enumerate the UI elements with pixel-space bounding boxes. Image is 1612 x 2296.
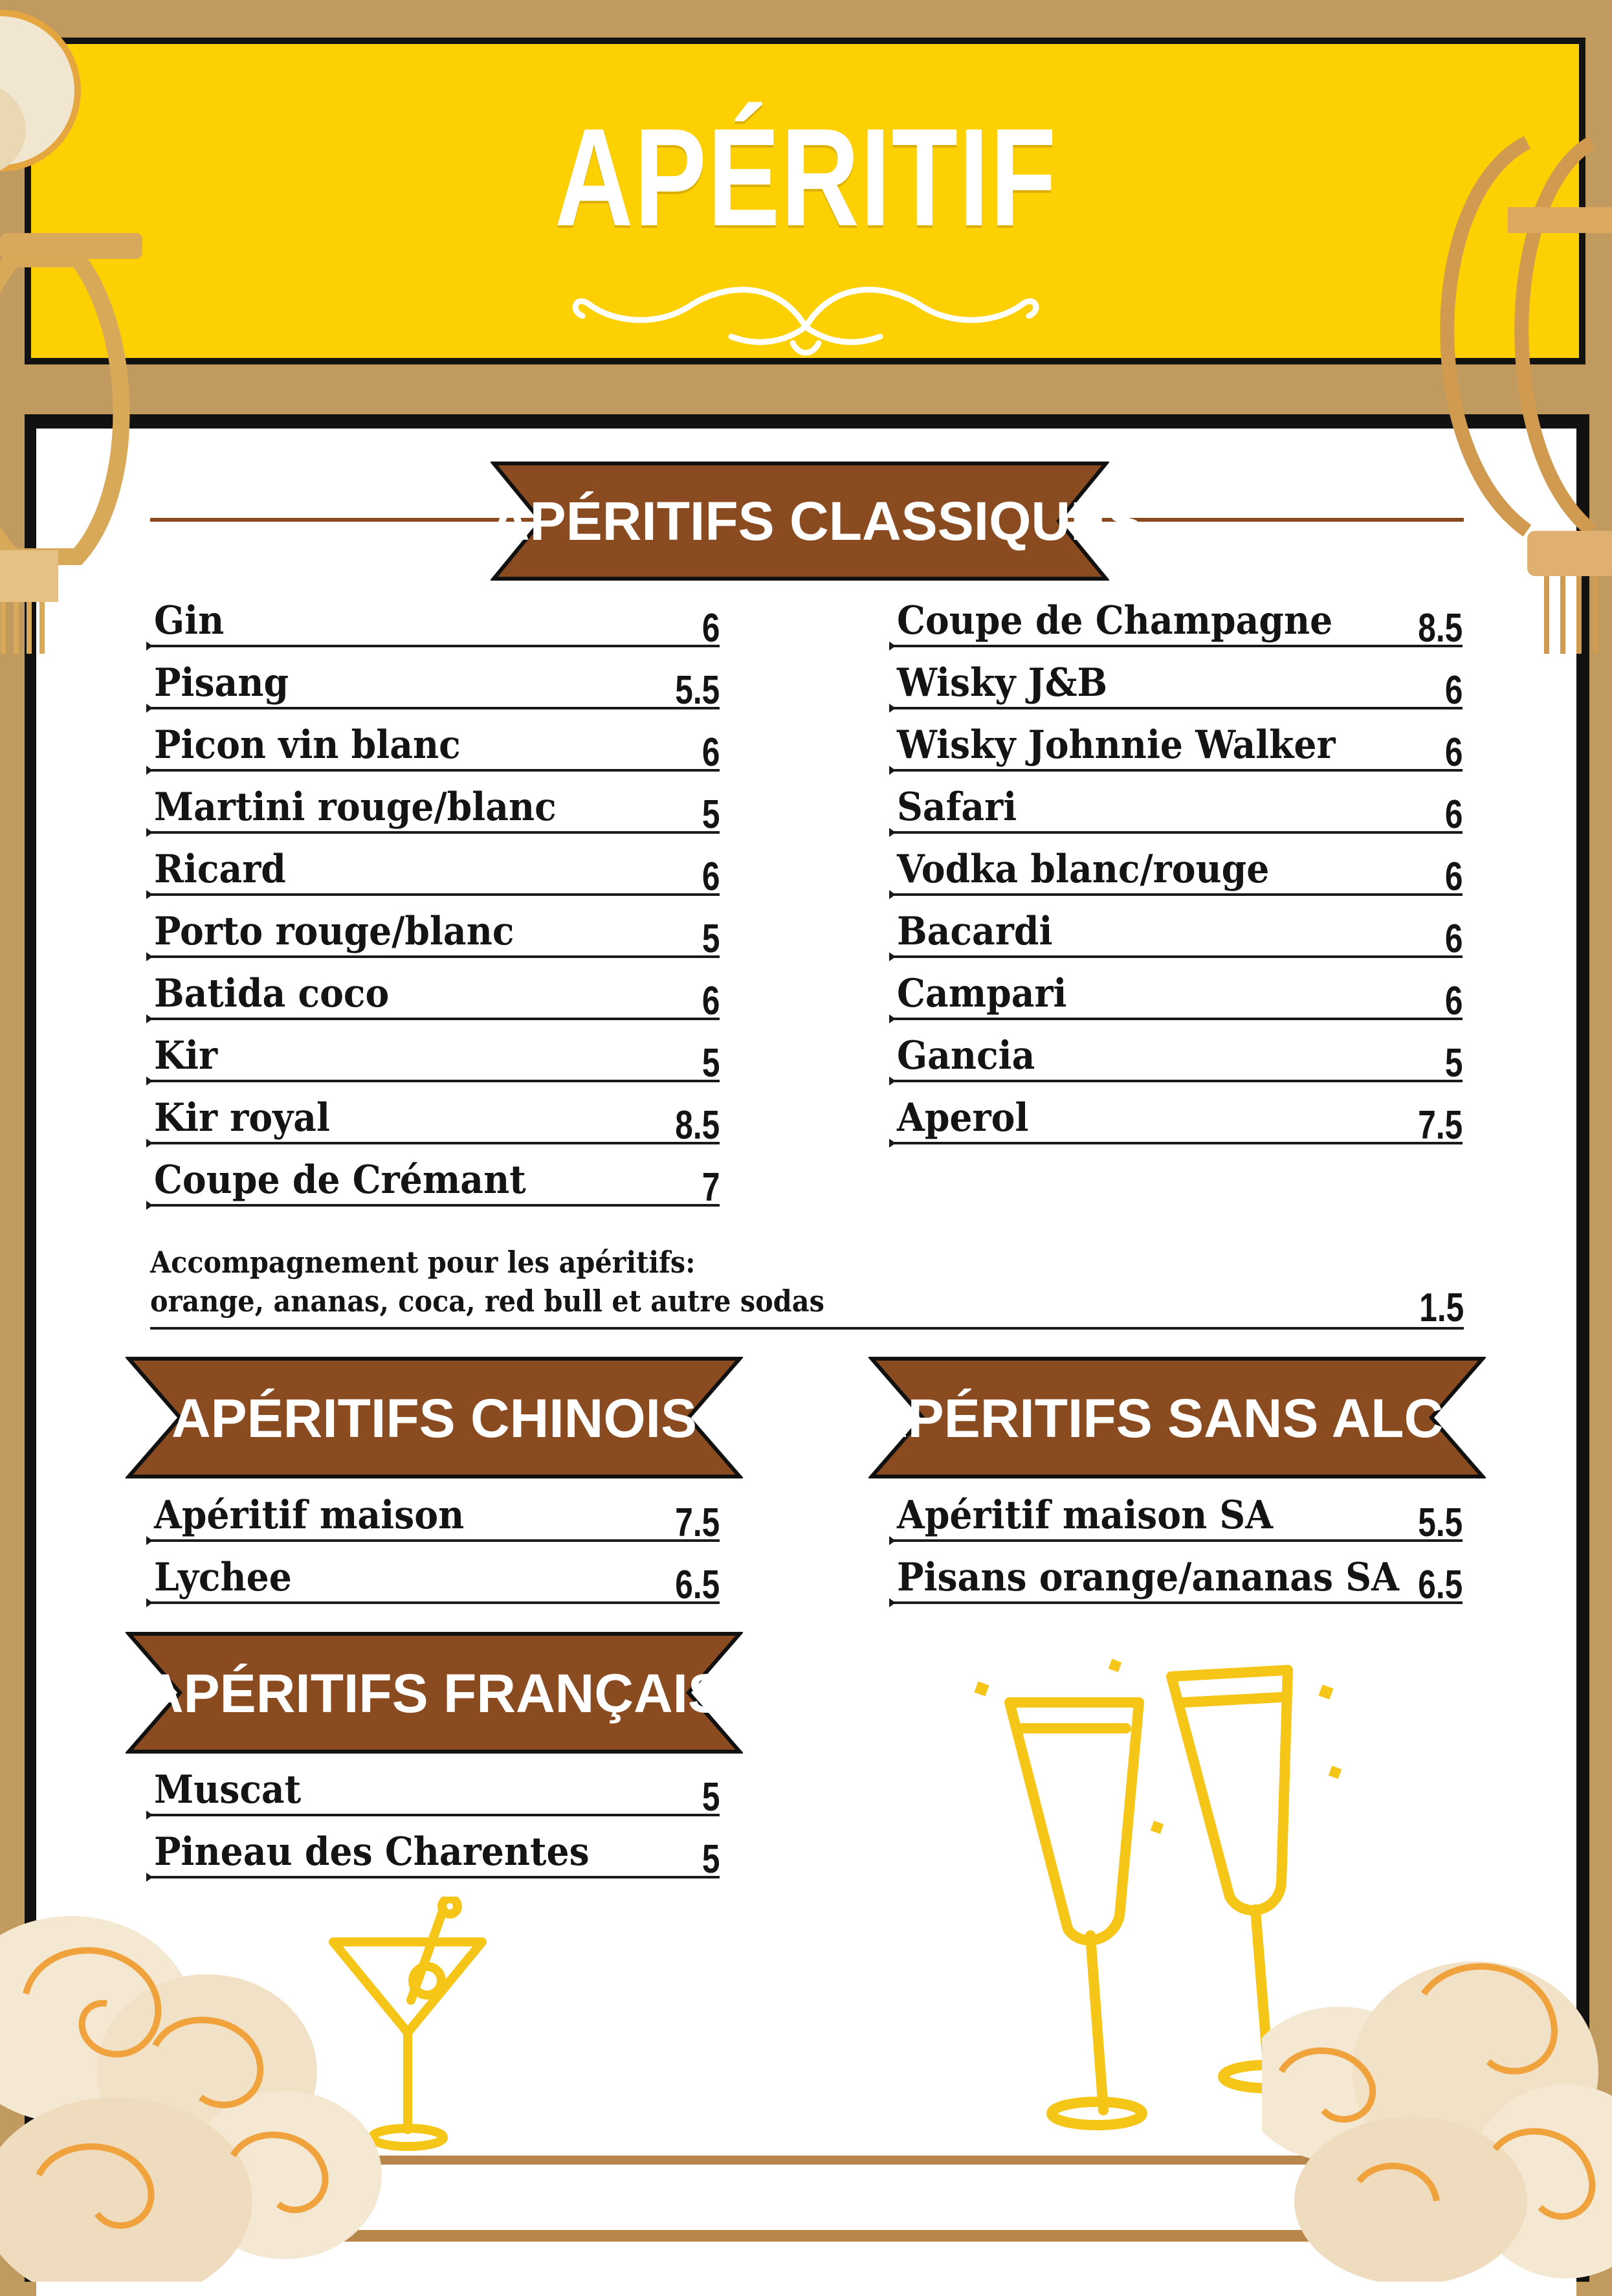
menu-item-price: 5 bbox=[701, 1041, 720, 1086]
menu-item-name: Kir bbox=[154, 1033, 218, 1078]
bottom-rule bbox=[278, 2156, 1353, 2165]
section-heading: APÉRITIFS CLASSIQUES bbox=[491, 491, 1143, 552]
menu-item bbox=[893, 1493, 1463, 1545]
bottom-rule bbox=[278, 2230, 1353, 2242]
menu-item-price: 6 bbox=[701, 979, 720, 1023]
menu-item-name: Coupe de Crémant bbox=[154, 1157, 526, 1203]
menu-item-price: 5 bbox=[701, 1775, 720, 1820]
menu-item bbox=[893, 598, 1463, 651]
menu-item-name: Pineau des Charentes bbox=[154, 1829, 590, 1875]
menu-item bbox=[150, 1157, 720, 1210]
menu-item-price: 6 bbox=[701, 606, 720, 651]
menu-item-name: Lychee bbox=[154, 1555, 292, 1600]
menu-item-name: Picon vin blanc bbox=[154, 722, 461, 768]
menu-item-price: 5 bbox=[701, 792, 720, 837]
menu-item-name: Martini rouge/blanc bbox=[154, 785, 557, 830]
menu-item bbox=[893, 971, 1463, 1023]
menu-item bbox=[893, 847, 1463, 899]
menu-item-price: 6 bbox=[1444, 979, 1463, 1023]
menu-item-price: 6.5 bbox=[1418, 1563, 1463, 1607]
lantern-right-decoration bbox=[1346, 117, 1612, 673]
menu-item-price: 6 bbox=[1444, 792, 1463, 837]
menu-item-name: Ricard bbox=[154, 847, 286, 892]
menu-item bbox=[893, 722, 1463, 775]
menu-item-name: Gin bbox=[154, 598, 225, 643]
page-title: APÉRITIF bbox=[555, 99, 1057, 255]
menu-item-name: Vodka blanc/rouge bbox=[897, 847, 1270, 892]
menu-item-price: 8.5 bbox=[675, 1103, 720, 1148]
menu-item bbox=[893, 1033, 1463, 1086]
section-heading: APÉRITIFS SANS ALCOOL bbox=[868, 1388, 1562, 1449]
section-heading: APÉRITIFS CHINOIS bbox=[171, 1388, 698, 1449]
menu-item-name: Batida coco bbox=[154, 971, 390, 1016]
menu-item-name: Kir royal bbox=[154, 1095, 330, 1141]
menu-item bbox=[150, 660, 720, 713]
menu-item-name: Wisky Johnnie Walker bbox=[897, 722, 1336, 768]
section-ribbon-chinois bbox=[126, 1356, 743, 1479]
menu-item-price: 6.5 bbox=[675, 1563, 720, 1607]
menu-item bbox=[150, 1767, 720, 1820]
menu-item bbox=[150, 847, 720, 899]
accompagnement-line: orange, ananas, coca, red bull et autre sodas bbox=[150, 1284, 824, 1319]
section-heading: APÉRITIFS FRANÇAIS bbox=[144, 1663, 725, 1724]
menu-item bbox=[150, 1829, 720, 1882]
menu-item bbox=[893, 660, 1463, 713]
accompagnement-price: 1.5 bbox=[1419, 1286, 1464, 1330]
menu-item bbox=[893, 1095, 1463, 1148]
menu-item-price: 5 bbox=[701, 917, 720, 961]
menu-item-name: Apéritif maison bbox=[154, 1493, 465, 1538]
accompagnement-note bbox=[150, 1243, 1464, 1330]
menu-item-name: Safari bbox=[897, 785, 1017, 830]
menu-item-name: Pisang bbox=[154, 660, 289, 706]
menu-item bbox=[150, 1493, 720, 1545]
menu-item bbox=[893, 1555, 1463, 1607]
section-ribbon-classiques bbox=[491, 461, 1143, 581]
menu-item-name: Pisans orange/ananas SA bbox=[897, 1555, 1399, 1600]
menu-item-price: 5 bbox=[701, 1837, 720, 1882]
menu-item-price: 5 bbox=[1444, 1041, 1463, 1086]
cloud-left-decoration bbox=[0, 1877, 388, 2282]
section-ribbon-sans-alcool bbox=[868, 1356, 1562, 1479]
menu-item bbox=[150, 722, 720, 775]
menu-item bbox=[150, 909, 720, 961]
menu-item-name: Gancia bbox=[897, 1033, 1035, 1078]
menu-item-price: 6 bbox=[1444, 730, 1463, 775]
menu-item-name: Muscat bbox=[154, 1767, 302, 1812]
menu-item-price: 7.5 bbox=[1418, 1103, 1463, 1148]
menu-item bbox=[150, 785, 720, 837]
menu-item-name: Porto rouge/blanc bbox=[154, 909, 514, 954]
menu-item bbox=[150, 1033, 720, 1086]
menu-item-price: 6 bbox=[1444, 854, 1463, 899]
accompagnement-line: Accompagnement pour les apéritifs: bbox=[150, 1245, 696, 1280]
menu-item-name: Wisky J&B bbox=[897, 660, 1108, 706]
menu-item bbox=[150, 1555, 720, 1607]
menu-item-price: 7.5 bbox=[675, 1500, 720, 1545]
menu-item-name: Bacardi bbox=[897, 909, 1053, 954]
menu-item-price: 7 bbox=[701, 1165, 720, 1210]
menu-item bbox=[150, 1095, 720, 1148]
menu-item bbox=[150, 971, 720, 1023]
menu-item-price: 8.5 bbox=[1418, 606, 1463, 651]
flourish-ornament bbox=[563, 265, 1048, 362]
menu-item-name: Campari bbox=[897, 971, 1067, 1016]
menu-item-price: 5.5 bbox=[1418, 1500, 1463, 1545]
menu-item bbox=[893, 785, 1463, 837]
section-ribbon-francais bbox=[126, 1631, 743, 1754]
ribbon-rule-left bbox=[150, 518, 538, 522]
menu-item-price: 6 bbox=[701, 730, 720, 775]
menu-item bbox=[893, 909, 1463, 961]
menu-item-name: Coupe de Champagne bbox=[897, 598, 1333, 643]
cloud-right-decoration bbox=[1262, 1910, 1612, 2282]
menu-item-price: 5.5 bbox=[675, 668, 720, 713]
menu-item-name: Aperol bbox=[897, 1095, 1029, 1141]
menu-item bbox=[150, 598, 720, 651]
menu-item-price: 6 bbox=[701, 854, 720, 899]
menu-item-price: 6 bbox=[1444, 917, 1463, 961]
menu-item-price: 6 bbox=[1444, 668, 1463, 713]
menu-item-name: Apéritif maison SA bbox=[897, 1493, 1274, 1538]
